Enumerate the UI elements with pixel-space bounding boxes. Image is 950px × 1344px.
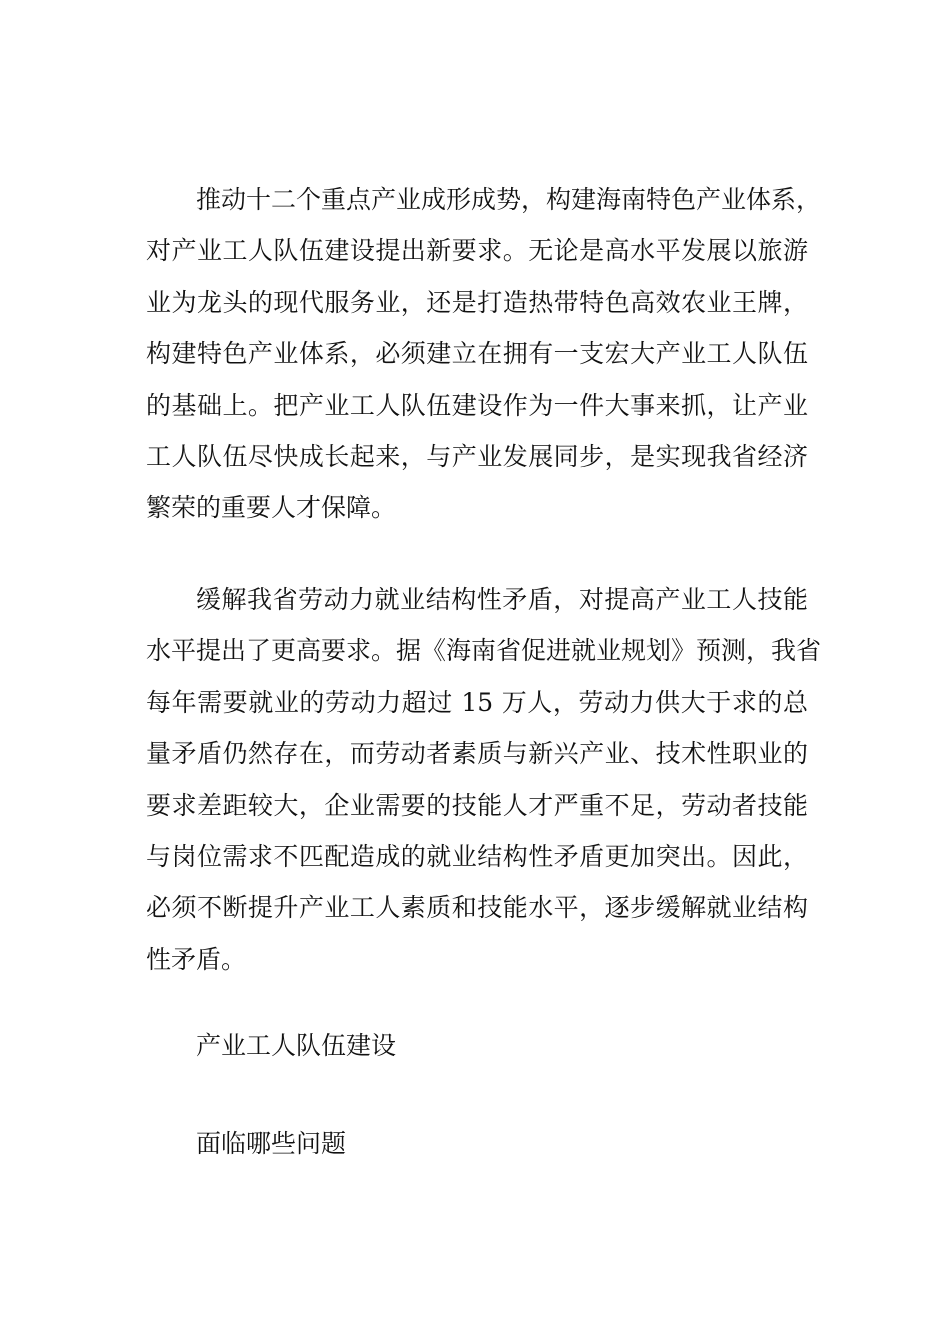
text-line: 推动十二个重点产业成形成势，构建海南特色产业体系， — [196, 185, 822, 214]
paragraph-employment-structure — [146, 574, 822, 985]
section-subheading: 面临哪些问题 — [196, 1129, 347, 1158]
text-line: 每年需要就业的劳动力超过 15 万人，劳动力供大于求的总 — [146, 687, 808, 717]
text-line: 必须不断提升产业工人素质和技能水平，逐步缓解就业结构 — [146, 893, 808, 923]
text-line: 性矛盾。 — [146, 944, 247, 974]
text-line: 工人队伍尽快成长起来，与产业发展同步，是实现我省经济 — [146, 441, 808, 471]
text-line: 对产业工人队伍建设提出新要求。无论是高水平发展以旅游 — [146, 236, 808, 266]
text-line: 要求差距较大，企业需要的技能人才严重不足，劳动者技能 — [146, 790, 808, 820]
text-line: 与岗位需求不匹配造成的就业结构性矛盾更加突出。因此， — [146, 841, 808, 871]
text-line: 的基础上。把产业工人队伍建设作为一件大事来抓，让产业 — [146, 390, 808, 420]
text-line: 业为龙头的现代服务业，还是打造热带特色高效农业王牌， — [146, 287, 808, 317]
text-line: 水平提出了更高要求。据《海南省促进就业规划》预测，我省 — [146, 636, 822, 666]
section-heading: 产业工人队伍建设 — [196, 1031, 397, 1060]
text-line: 繁荣的重要人才保障。 — [146, 493, 397, 523]
paragraph-industry-system — [146, 174, 822, 534]
text-line: 缓解我省劳动力就业结构性矛盾，对提高产业工人技能 — [196, 585, 808, 614]
text-line: 构建特色产业体系，必须建立在拥有一支宏大产业工人队伍 — [146, 339, 808, 369]
text-line: 量矛盾仍然存在，而劳动者素质与新兴产业、技术性职业的 — [146, 739, 808, 769]
